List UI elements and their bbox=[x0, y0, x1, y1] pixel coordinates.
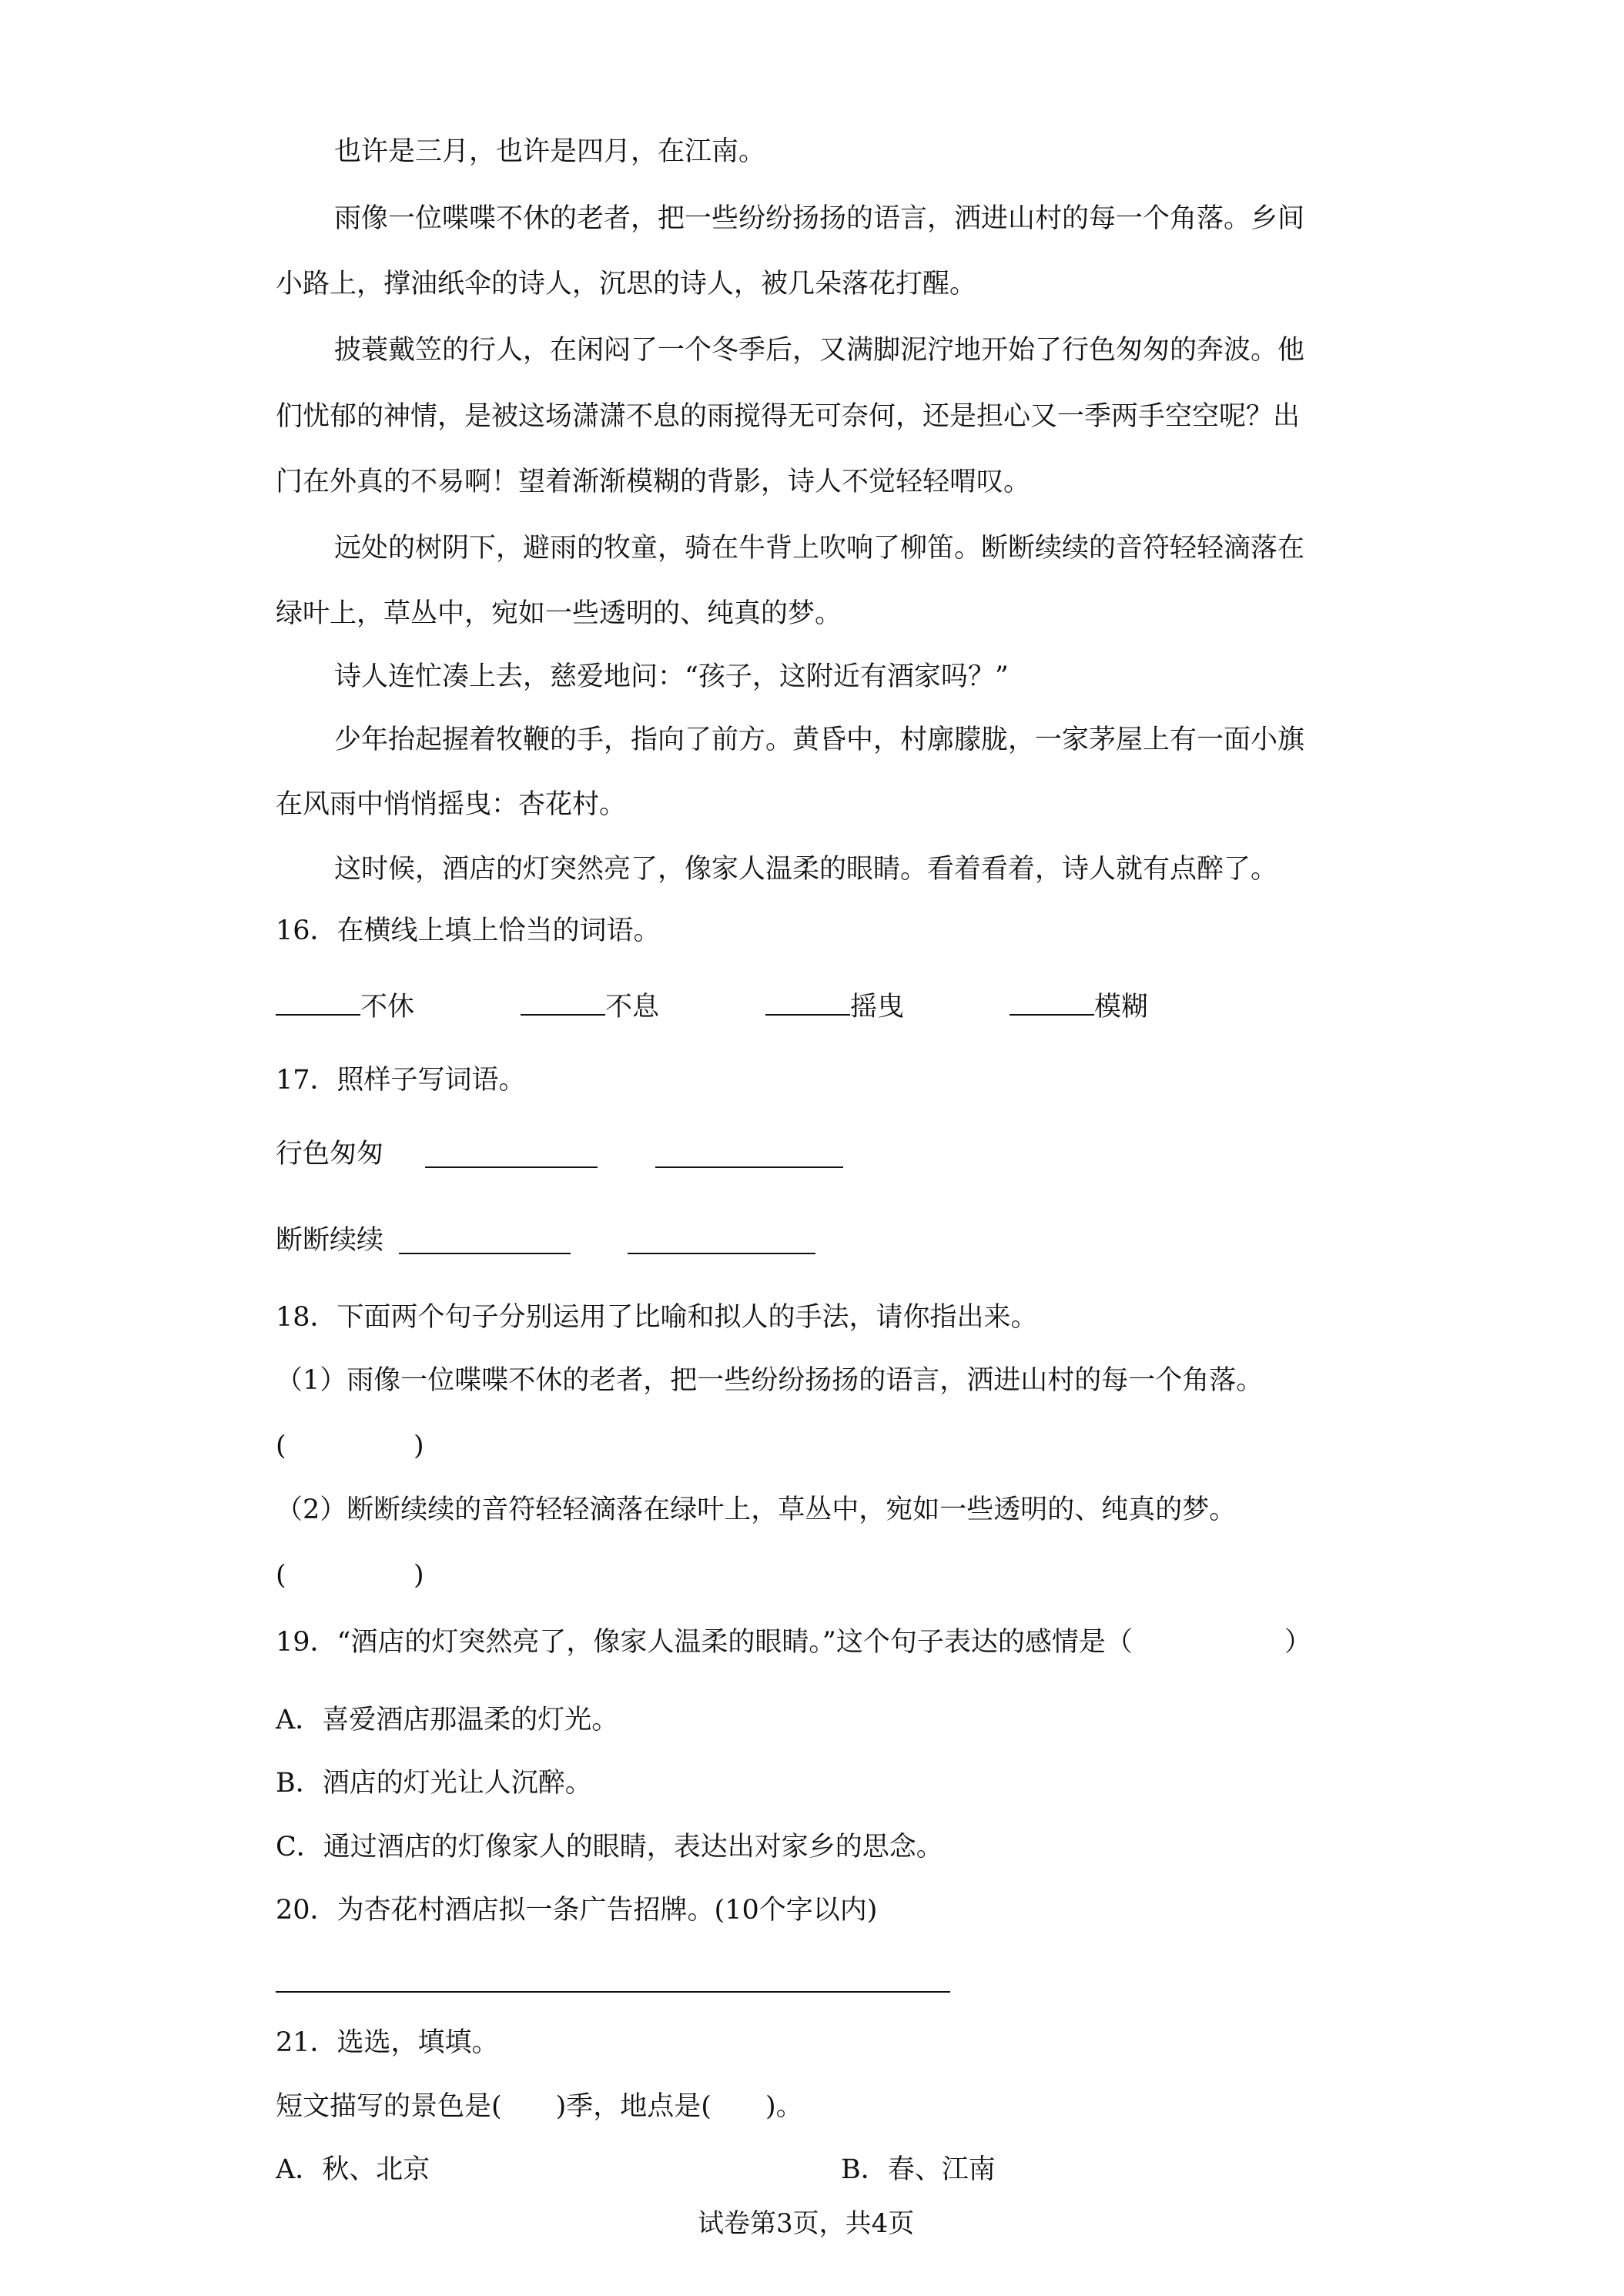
passage-line-12: 这时候，酒店的灯突然亮了，像家人温柔的眼睛。看着看着，诗人就有点醉了。 bbox=[334, 854, 1278, 885]
q18-answer-1-open: ( bbox=[276, 1431, 286, 1461]
q16-item-2 bbox=[521, 988, 659, 1023]
q16-word-1: 不休 bbox=[360, 992, 415, 1022]
passage-line-8: 绿叶上，草丛中，宛如一些透明的、纯真的梦。 bbox=[276, 598, 842, 629]
q16-item-4 bbox=[1010, 988, 1148, 1023]
q17-blank-3[interactable] bbox=[399, 1253, 571, 1254]
q16-item-1 bbox=[276, 988, 414, 1023]
passage-line-7: 远处的树阴下，避雨的牧童，骑在牛背上吹响了柳笛。断断续续的音符轻轻滴落在 bbox=[334, 533, 1305, 564]
q18-stem: 18．下面两个句子分别运用了比喻和拟人的手法，请你指出来。 bbox=[276, 1302, 1038, 1333]
q19-stem: 19．“酒店的灯突然亮了，像家人温柔的眼睛。”这个句子表达的感情是（ bbox=[276, 1627, 1133, 1658]
q21-option-b: B．春、江南 bbox=[841, 2154, 996, 2185]
q17-stem: 17．照样子写词语。 bbox=[276, 1065, 526, 1096]
passage-line-3: 小路上，撑油纸伞的诗人，沉思的诗人，被几朵落花打醒。 bbox=[276, 269, 977, 300]
q18-answer-2-close: ) bbox=[414, 1560, 424, 1591]
q16-blank-4[interactable] bbox=[1010, 988, 1094, 1016]
q19-option-a: A．喜爱酒店那温柔的灯光。 bbox=[276, 1705, 619, 1735]
q16-blank-3[interactable] bbox=[765, 988, 850, 1016]
q17-blank-1[interactable] bbox=[425, 1166, 598, 1168]
q17-example-2: 断断续续 bbox=[276, 1225, 384, 1256]
passage-line-11: 在风雨中悄悄摇曳：杏花村。 bbox=[276, 789, 627, 820]
q16-blank-2[interactable] bbox=[521, 988, 605, 1016]
q18-answer-1-close: ) bbox=[414, 1431, 424, 1461]
q16-blank-1[interactable] bbox=[276, 988, 360, 1016]
passage-line-10: 少年抬起握着牧鞭的手，指向了前方。黄昏中，村廓朦胧，一家茅屋上有一面小旗 bbox=[334, 725, 1305, 755]
q18-answer-2-open: ( bbox=[276, 1560, 286, 1591]
q16-word-2: 不息 bbox=[605, 992, 660, 1022]
passage-line-6: 门在外真的不易啊！望着渐渐模糊的背影，诗人不觉轻轻喟叹。 bbox=[276, 467, 1031, 497]
q20-stem: 20．为杏花村酒店拟一条广告招牌。(10个字以内) bbox=[276, 1895, 878, 1926]
q16-stem: 16．在横线上填上恰当的词语。 bbox=[276, 915, 661, 946]
page-footer: 试卷第3页，共4页 bbox=[698, 2208, 915, 2239]
passage-line-4: 披蓑戴笠的行人，在闲闷了一个冬季后，又满脚泥泞地开始了行色匆匆的奔波。他 bbox=[334, 335, 1305, 366]
q21-sentence: 短文描写的景色是( )季，地点是( )。 bbox=[276, 2091, 803, 2122]
q17-example-1: 行色匆匆 bbox=[276, 1139, 384, 1170]
passage-line-2: 雨像一位喋喋不休的老者，把一些纷纷扬扬的语言，洒进山村的每一个角落。乡间 bbox=[334, 203, 1305, 234]
q21-option-a: A．秋、北京 bbox=[276, 2154, 430, 2185]
q20-answer-line[interactable] bbox=[276, 1991, 950, 1993]
passage-line-5: 们忧郁的神情，是被这场潇潇不息的雨搅得无可奈何，还是担心又一季两手空空呢？出 bbox=[276, 401, 1301, 432]
q16-item-3 bbox=[765, 988, 904, 1023]
passage-line-9: 诗人连忙凑上去，慈爱地问：“孩子，这附近有酒家吗？” bbox=[334, 661, 1009, 692]
q19-option-c: C．通过酒店的灯像家人的眼睛，表达出对家乡的思念。 bbox=[276, 1832, 943, 1863]
passage-line-1: 也许是三月，也许是四月，在江南。 bbox=[334, 136, 766, 167]
q21-stem: 21．选选，填填。 bbox=[276, 2027, 499, 2058]
q19-option-b: B．酒店的灯光让人沉醉。 bbox=[276, 1768, 592, 1799]
q19-stem-close: ） bbox=[1284, 1627, 1312, 1658]
q16-word-3: 摇曳 bbox=[850, 992, 905, 1022]
q18-sentence-1: （1）雨像一位喋喋不休的老者，把一些纷纷扬扬的语言，洒进山村的每一个角落。 bbox=[276, 1365, 1264, 1396]
q18-sentence-2: （2）断断续续的音符轻轻滴落在绿叶上，草丛中，宛如一些透明的、纯真的梦。 bbox=[276, 1494, 1237, 1525]
q17-blank-2[interactable] bbox=[655, 1166, 843, 1168]
q17-blank-4[interactable] bbox=[628, 1253, 815, 1254]
q16-word-4: 模糊 bbox=[1094, 992, 1149, 1022]
